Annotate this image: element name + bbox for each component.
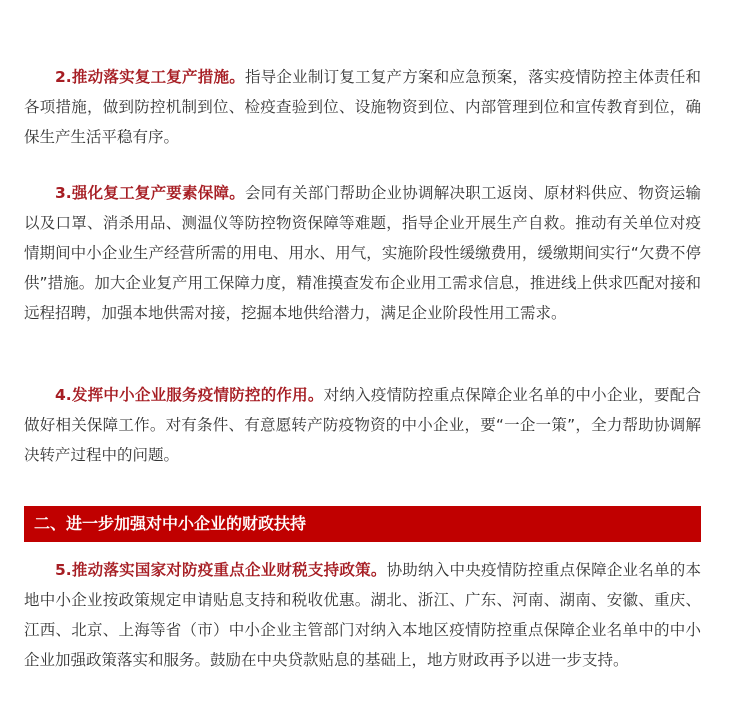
paragraph-lead-4: 4.发挥中小企业服务疫情防控的作用。 <box>55 386 324 404</box>
paragraph-body-3: 会同有关部门帮助企业协调解决职工返岗、原材料供应、物资运输以及口罩、消杀用品、测温仪等防控物资保障等难题，指导企业开展生产自救。推动有关单位对疫情期间中小企业生产经营所需的用电、用水、用气，实施阶段性缓缴费用，缓缴期间实行“欠费不停供”措施。加大企业复产用工保障力度，精准摸查发布企业用工需求信息，推进线上供求匹配对接和远程招聘，加强本地供需对接，挖掘本地供给潜力，满足企业阶段性用工需求。 <box>24 184 701 322</box>
section-heading-text: 二、进一步加强对中小企业的财政扶持 <box>34 514 307 533</box>
paragraph-body-5: 协助纳入中央疫情防控重点保障企业名单的本地中小企业按政策规定申请贴息支持和税收优惠。湖北、浙江、广东、河南、湖南、安徽、重庆、江西、北京、上海等省（市）中小企业主管部门对纳入本地区疫情防控重点保障企业名单中的中小企业加强政策落实和服务。鼓励在中央贷款贴息的基础上，地方财政再予以进一步支持。 <box>24 561 701 669</box>
section-heading-bar <box>24 506 701 542</box>
paragraph-lead-3: 3.强化复工复产要素保障。 <box>55 184 245 202</box>
paragraph-lead-5: 5.推动落实国家对防疫重点企业财税支持政策。 <box>55 561 387 579</box>
paragraph-lead-2: 2.推动落实复工复产措施。 <box>55 68 245 86</box>
paragraph-body-2: 指导企业制订复工复产方案和应急预案，落实疫情防控主体责任和各项措施，做到防控机制到位、检疫查验到位、设施物资到位、内部管理到位和宣传教育到位，确保生产生活平稳有序。 <box>24 68 701 146</box>
paragraph-measure-2 <box>24 62 701 152</box>
paragraph-measure-5 <box>24 555 701 675</box>
paragraph-measure-3 <box>24 178 701 328</box>
paragraph-body-4: 对纳入疫情防控重点保障企业名单的中小企业，要配合做好相关保障工作。对有条件、有意愿转产防疫物资的中小企业，要“一企一策”，全力帮助协调解决转产过程中的问题。 <box>24 386 701 464</box>
paragraph-measure-4 <box>24 380 701 470</box>
